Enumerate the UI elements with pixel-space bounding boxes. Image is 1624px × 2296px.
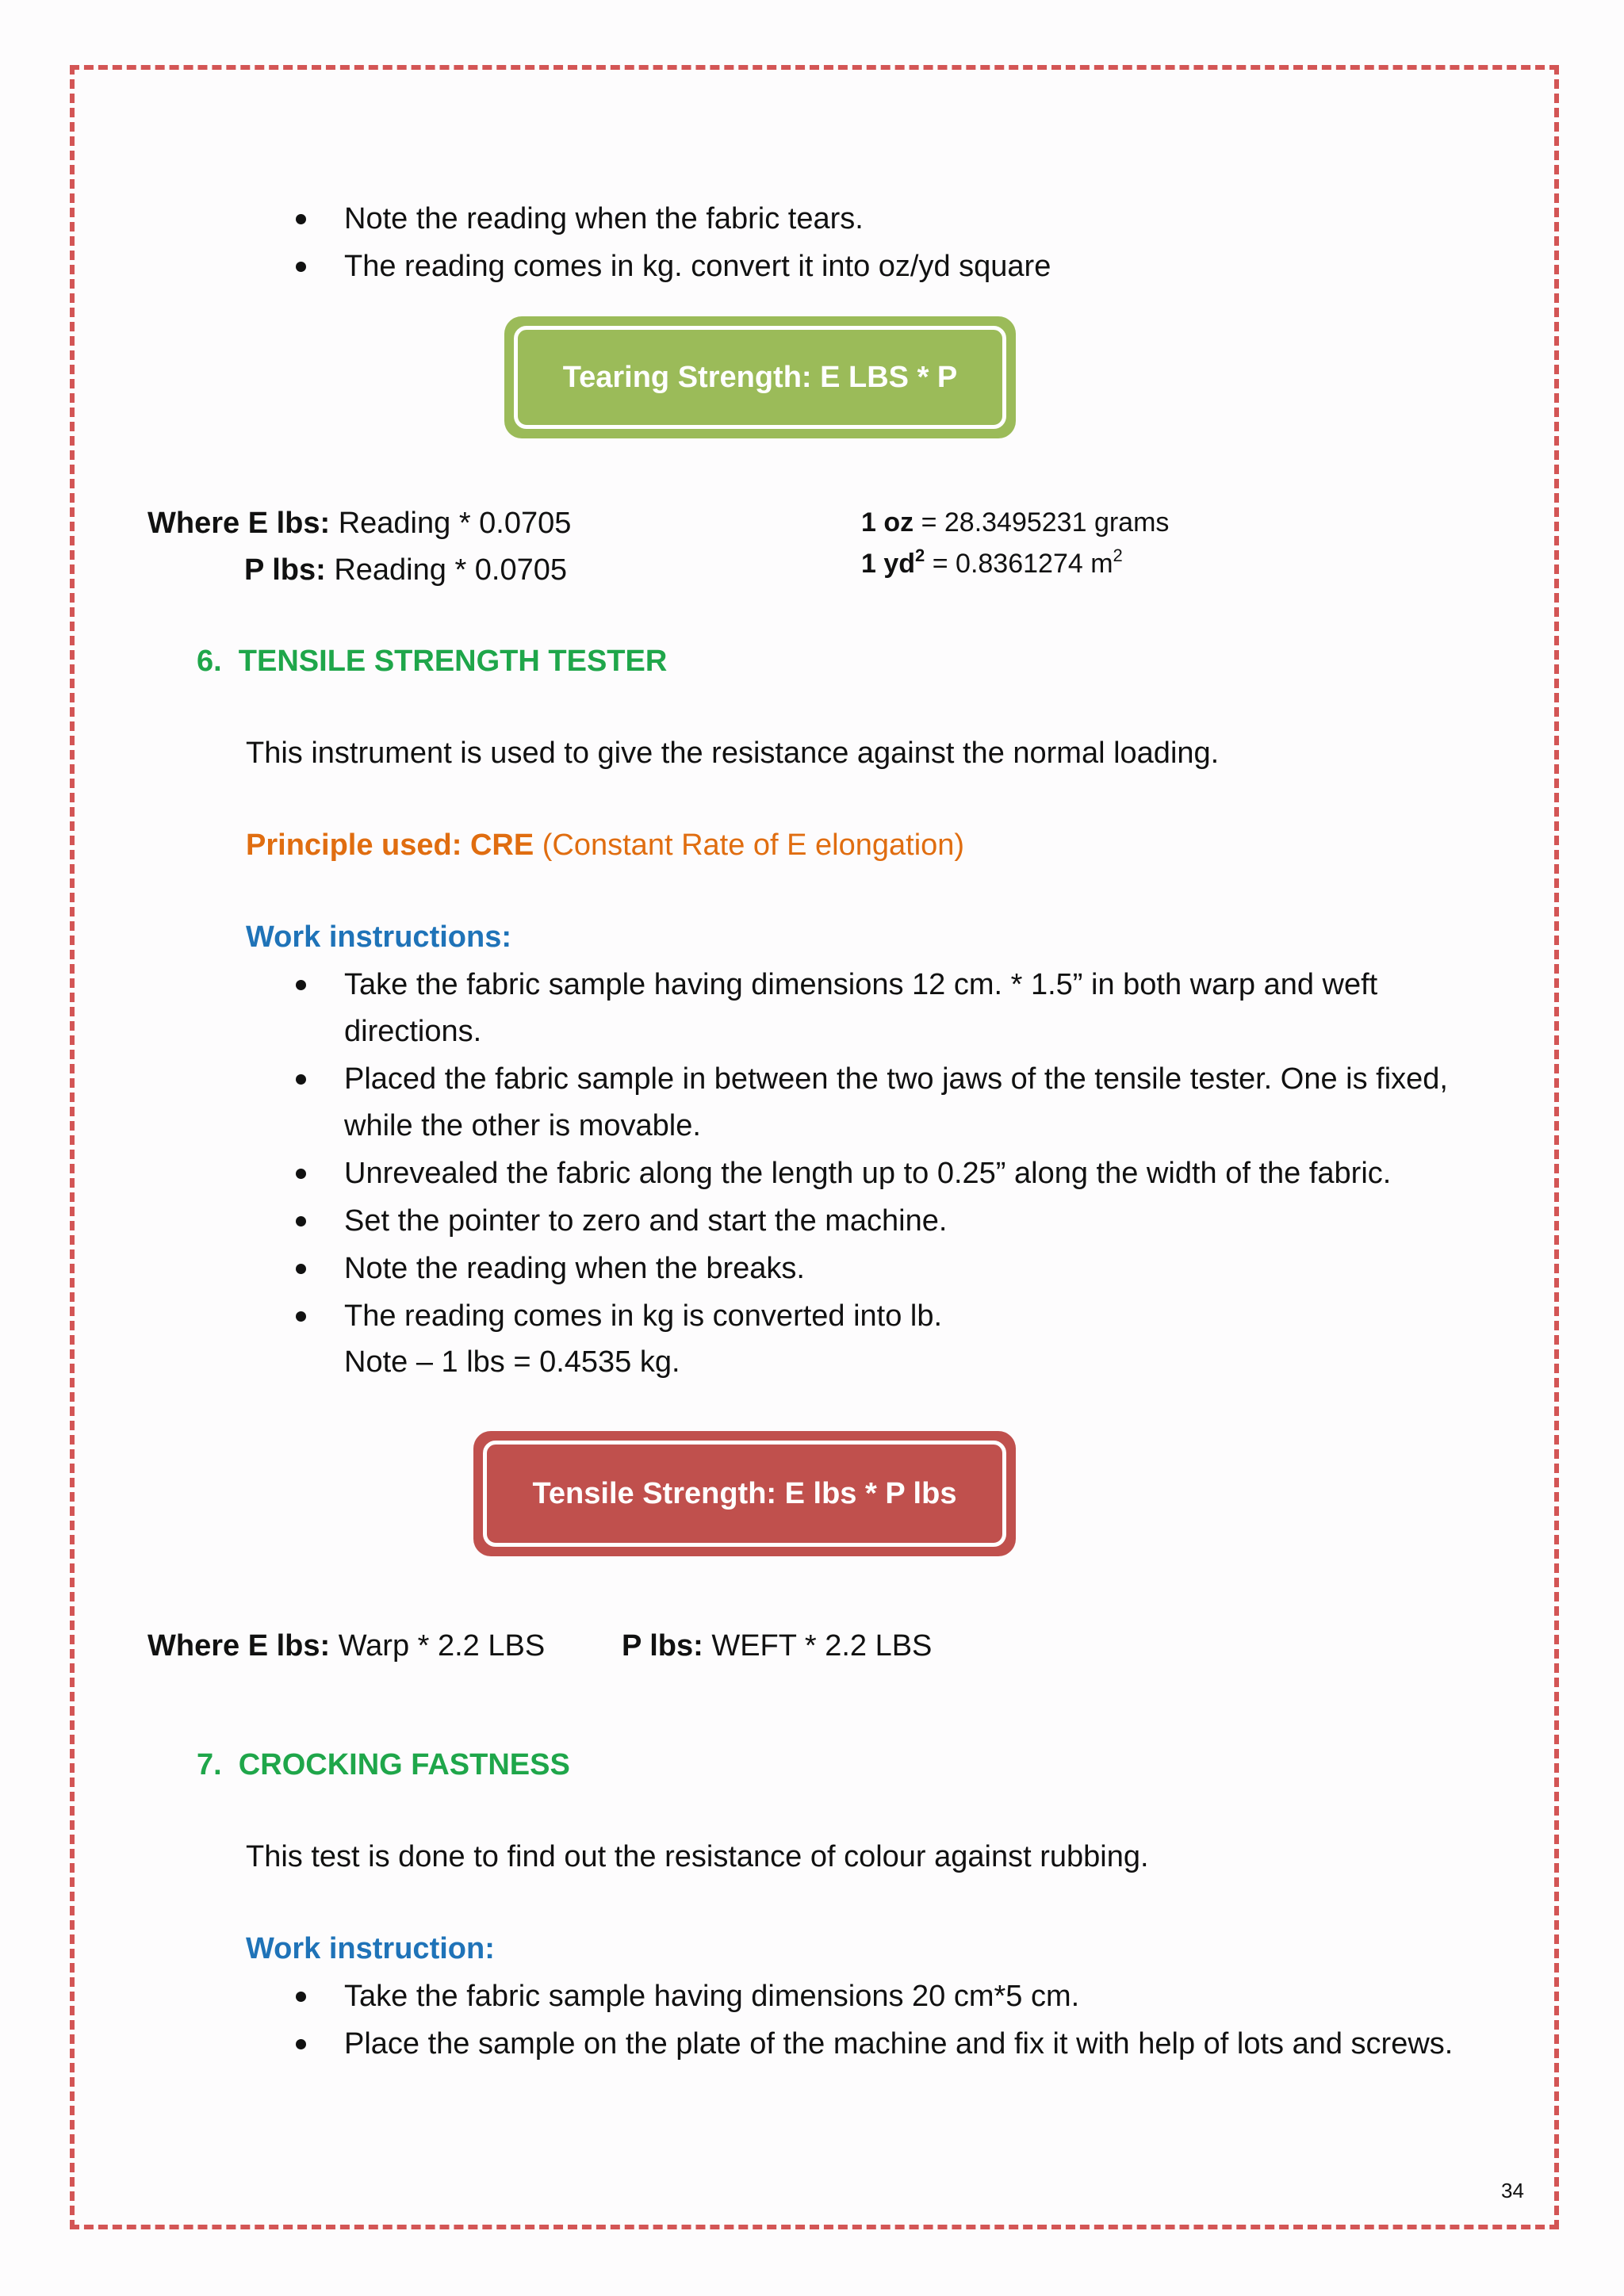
work-instructions-heading: Work instructions: [246, 920, 511, 954]
principle-used [246, 827, 964, 863]
oz-conversion [861, 504, 1169, 541]
tensile-where-p-value: WEFT * 2.2 LBS [703, 1629, 933, 1663]
list-item: Note the reading when the breaks. [344, 1252, 805, 1285]
bullet-dot [296, 980, 306, 990]
where-e-lbs [147, 505, 571, 541]
tearing-strength-formula-box [504, 316, 1016, 438]
list-item: Take the fabric sample having dimensions 12 cm. * 1.5” in both warp and weft [344, 968, 1378, 1001]
tensile-where-p-lbs [622, 1628, 932, 1664]
bullet-dot [296, 262, 306, 272]
yd-conversion [861, 545, 1123, 582]
bullet-dot [296, 1992, 306, 2002]
tensile-where-e-label: Where E lbs: [147, 1629, 331, 1663]
list-item: Placed the fabric sample in between the two jaws of the tensile tester. One is fixed, [344, 1062, 1448, 1096]
section-6-heading: 6. TENSILE STRENGTH TESTER [197, 645, 668, 678]
yd-label: 1 yd [861, 549, 916, 579]
page-number: 34 [1501, 2179, 1524, 2202]
tearing-strength-formula: Tearing Strength: E LBS * P [514, 326, 1006, 429]
list-item-note: Note – 1 lbs = 0.4535 kg. [344, 1345, 680, 1379]
bullet-text: The reading comes in kg. convert it into oz/yd square [344, 250, 1051, 283]
bullet-dot [296, 1074, 306, 1085]
tensile-strength-formula-box [473, 1431, 1016, 1556]
tensile-strength-formula: Tensile Strength: E lbs * P lbs [483, 1441, 1006, 1547]
principle-value: (Constant Rate of E elongation) [534, 828, 965, 862]
bullet-dot [296, 214, 306, 224]
where-p-lbs [244, 552, 567, 588]
bullet-dot [296, 1216, 306, 1226]
yd-value-sup: 2 [1113, 545, 1123, 565]
bullet-dot [296, 1264, 306, 1274]
tensile-where-p-label: P lbs: [622, 1629, 703, 1663]
bullet-text: Note the reading when the fabric tears. [344, 202, 864, 235]
list-item: Place the sample on the plate of the machine and fix it with help of lots and screws. [344, 2027, 1454, 2061]
oz-label: 1 oz [861, 507, 914, 538]
tensile-where-e-lbs [147, 1628, 545, 1664]
list-item: Take the fabric sample having dimensions 20 cm*5 cm. [344, 1980, 1080, 2013]
list-item: Unrevealed the fabric along the length up to 0.25” along the width of the fabric. [344, 1157, 1392, 1190]
section-6-description: This instrument is used to give the resistance against the normal loading. [246, 737, 1220, 770]
where-p-value: Reading * 0.0705 [325, 553, 568, 587]
where-p-label: P lbs: [244, 553, 326, 587]
principle-label: Principle used: CRE [246, 828, 534, 862]
where-e-value: Reading * 0.0705 [330, 507, 572, 540]
section-7-description: This test is done to find out the resistance of colour against rubbing. [246, 1840, 1149, 1873]
bullet-dot [296, 2039, 306, 2049]
where-e-label: Where E lbs: [147, 507, 331, 540]
tensile-where-e-value: Warp * 2.2 LBS [330, 1629, 546, 1663]
list-item-continuation: directions. [344, 1015, 482, 1048]
section-7-heading: 7. CROCKING FASTNESS [197, 1748, 570, 1781]
bullet-dot [296, 1169, 306, 1179]
work-instruction-heading: Work instruction: [246, 1932, 495, 1965]
list-item: Set the pointer to zero and start the machine. [344, 1204, 948, 1238]
bullet-dot [296, 1311, 306, 1322]
oz-value: = 28.3495231 grams [914, 507, 1170, 538]
yd-value: = 0.8361274 m [925, 549, 1113, 579]
list-item: The reading comes in kg is converted into lb. [344, 1299, 943, 1333]
list-item-continuation: while the other is movable. [344, 1109, 701, 1142]
yd-label-sup: 2 [915, 545, 925, 565]
